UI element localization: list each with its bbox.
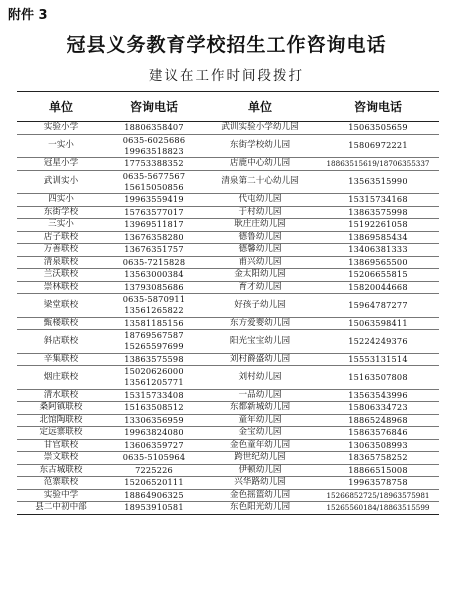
unit-name: 伊顿幼儿园 <box>203 464 317 477</box>
unit-phone <box>317 194 439 207</box>
table-header <box>17 92 439 122</box>
table-row <box>17 427 439 440</box>
unit-phone <box>105 281 203 294</box>
phone-number: 13306356959 <box>124 414 184 425</box>
unit-phone <box>105 427 203 440</box>
unit-name: 定远寨联校 <box>17 427 105 440</box>
phone-number: 13969511817 <box>124 219 184 230</box>
phone-number: 18864906325 <box>124 489 184 500</box>
unit-name: 四实小 <box>17 194 105 207</box>
unit-phone <box>317 366 439 390</box>
unit-name: 兴华路幼儿园 <box>203 477 317 490</box>
phone-number: 18769567587 <box>124 330 184 341</box>
phone-number: 15163508512 <box>124 402 184 413</box>
unit-phone <box>105 353 203 366</box>
unit-phone <box>317 219 439 232</box>
phone-number: 19963518823 <box>124 145 184 156</box>
unit-phone <box>317 317 439 330</box>
phone-number: 13676358280 <box>124 231 184 242</box>
phone-number: 19963559419 <box>124 194 184 205</box>
unit-name: 桑阿镇联校 <box>17 402 105 415</box>
unit-name: 东方爱婴幼儿园 <box>203 317 317 330</box>
table-row <box>17 402 439 415</box>
phone-number: 15315734168 <box>348 194 408 205</box>
table-row <box>17 170 439 194</box>
unit-name: 阳光宝宝幼儿园 <box>203 330 317 354</box>
unit-name: 冠星小学 <box>17 158 105 171</box>
unit-name: 清泉联校 <box>17 256 105 269</box>
unit-phone <box>317 158 439 171</box>
table-row <box>17 231 439 244</box>
table-row <box>17 134 439 158</box>
table-row <box>17 330 439 354</box>
unit-name: 东都新城幼儿园 <box>203 402 317 415</box>
unit-name: 店鹿中心幼儿园 <box>203 158 317 171</box>
phone-number: 0635-7215828 <box>122 256 186 267</box>
unit-phone <box>105 206 203 219</box>
unit-name: 崇文联校 <box>17 452 105 465</box>
unit-phone <box>317 281 439 294</box>
table-row <box>17 122 439 135</box>
phone-number: 15863576846 <box>348 427 408 438</box>
table-row <box>17 281 439 294</box>
header-phone-2: 咨询电话 <box>317 92 439 122</box>
unit-phone <box>105 414 203 427</box>
unit-name: 武训实小 <box>17 170 105 194</box>
table-row <box>17 439 439 452</box>
page-title: 冠县义务教育学校招生工作咨询电话 <box>66 34 387 56</box>
unit-phone <box>317 489 439 502</box>
phone-number: 13563515990 <box>348 176 408 187</box>
unit-name: 梁堂联校 <box>17 294 105 318</box>
unit-phone <box>105 452 203 465</box>
unit-name: 东色阳光幼儿园 <box>203 502 317 515</box>
unit-name: 跨世纪幼儿园 <box>203 452 317 465</box>
unit-name: 德馨幼儿园 <box>203 244 317 257</box>
phone-number: 15315733408 <box>124 389 184 400</box>
unit-phone <box>317 502 439 515</box>
unit-name: 金色童年幼儿园 <box>203 439 317 452</box>
phone-number: 15806972221 <box>348 140 408 151</box>
phone-number: 7225226 <box>135 464 173 475</box>
unit-name: 金太阳幼儿园 <box>203 269 317 282</box>
phone-number: 13793085686 <box>124 281 184 292</box>
table-row <box>17 206 439 219</box>
unit-phone <box>105 402 203 415</box>
unit-phone <box>105 269 203 282</box>
table-row <box>17 219 439 232</box>
unit-phone <box>105 122 203 135</box>
unit-phone <box>105 389 203 402</box>
table-row <box>17 502 439 515</box>
header-unit-1: 单位 <box>17 92 105 122</box>
unit-phone <box>317 439 439 452</box>
unit-phone <box>105 366 203 390</box>
unit-phone <box>105 464 203 477</box>
unit-phone <box>105 330 203 354</box>
phone-number: 15266852725/18963575981 <box>326 490 430 500</box>
unit-name: 金宝幼儿园 <box>203 427 317 440</box>
unit-name: 北馆陶联校 <box>17 414 105 427</box>
table-row <box>17 244 439 257</box>
phone-number: 18863515619/18706355337 <box>326 159 430 169</box>
phone-number: 13063508993 <box>348 439 408 450</box>
unit-name: 甄楼联校 <box>17 317 105 330</box>
phone-number: 0635-5677567 <box>122 170 186 181</box>
unit-phone <box>105 317 203 330</box>
table-row <box>17 194 439 207</box>
phone-number: 13676351757 <box>124 244 184 255</box>
unit-phone <box>105 294 203 318</box>
phone-number: 13863575598 <box>124 353 184 364</box>
header-phone-1: 咨询电话 <box>105 92 203 122</box>
unit-name: 清水联校 <box>17 389 105 402</box>
unit-phone <box>317 231 439 244</box>
phone-number: 15163507808 <box>348 371 408 382</box>
unit-name: 育才幼儿园 <box>203 281 317 294</box>
unit-name: 一品幼儿园 <box>203 389 317 402</box>
phone-number: 0635-5870911 <box>122 294 186 305</box>
unit-name: 东街学校 <box>17 206 105 219</box>
unit-name: 好孩子幼儿园 <box>203 294 317 318</box>
unit-phone <box>317 477 439 490</box>
unit-name: 实验中学 <box>17 489 105 502</box>
unit-phone <box>105 219 203 232</box>
phone-number: 15265597699 <box>124 341 184 352</box>
unit-name: 辛集联校 <box>17 353 105 366</box>
phone-number: 17753388352 <box>124 158 184 169</box>
unit-name: 童年幼儿园 <box>203 414 317 427</box>
unit-name: 刘村爵盛幼儿园 <box>203 353 317 366</box>
phone-number: 13581185156 <box>124 317 184 328</box>
table-row <box>17 317 439 330</box>
phone-number: 15063505659 <box>348 122 408 133</box>
unit-phone <box>105 502 203 515</box>
unit-phone <box>317 294 439 318</box>
unit-name: 刘村幼儿园 <box>203 366 317 390</box>
unit-name: 清泉第二十心幼儿园 <box>203 170 317 194</box>
unit-phone <box>105 244 203 257</box>
phone-number: 15206520111 <box>124 477 184 488</box>
unit-phone <box>317 206 439 219</box>
unit-phone <box>105 477 203 490</box>
phone-number: 15820044668 <box>348 281 408 292</box>
unit-name: 德鲁幼儿园 <box>203 231 317 244</box>
unit-phone <box>317 330 439 354</box>
unit-phone <box>105 256 203 269</box>
unit-name: 范寨联校 <box>17 477 105 490</box>
table-body <box>17 122 439 515</box>
unit-name: 万善联校 <box>17 244 105 257</box>
header-unit-2: 单位 <box>203 92 317 122</box>
phone-number: 18953910581 <box>124 502 184 513</box>
phone-number: 18865248968 <box>348 414 408 425</box>
unit-phone <box>317 414 439 427</box>
unit-phone <box>317 170 439 194</box>
table-row <box>17 256 439 269</box>
unit-phone <box>105 439 203 452</box>
phone-number: 15224249376 <box>348 335 408 346</box>
table-row <box>17 294 439 318</box>
unit-name: 金色摇篮幼儿园 <box>203 489 317 502</box>
unit-name: 店子联校 <box>17 231 105 244</box>
phone-number: 0635-5105964 <box>122 452 186 463</box>
unit-name: 兰沃联校 <box>17 269 105 282</box>
phone-number: 0635-6025686 <box>122 134 186 145</box>
table-row <box>17 389 439 402</box>
unit-name: 东街学校幼儿园 <box>203 134 317 158</box>
phone-number: 15964787277 <box>348 299 408 310</box>
phone-number: 18806358407 <box>124 122 184 133</box>
table-row <box>17 269 439 282</box>
unit-phone <box>317 353 439 366</box>
unit-name: 武训实验小学幼儿园 <box>203 122 317 135</box>
table-row <box>17 464 439 477</box>
unit-name: 三实小 <box>17 219 105 232</box>
unit-phone <box>105 489 203 502</box>
unit-name: 代屯幼儿园 <box>203 194 317 207</box>
phone-number: 15265560184/18863515599 <box>326 503 430 513</box>
unit-name: 县二中初中部 <box>17 502 105 515</box>
attachment-label: 附件 3 <box>8 8 48 23</box>
phone-number: 13606359727 <box>124 439 184 450</box>
table-row <box>17 353 439 366</box>
unit-name: 耿庄庄幼儿园 <box>203 219 317 232</box>
phone-number: 18365758252 <box>348 452 408 463</box>
unit-phone <box>317 452 439 465</box>
consultation-phone-table <box>17 91 439 515</box>
unit-phone <box>317 256 439 269</box>
phone-number: 15192261058 <box>348 219 408 230</box>
phone-number: 13561265822 <box>124 305 184 316</box>
unit-phone <box>105 170 203 194</box>
unit-name: 实验小学 <box>17 122 105 135</box>
phone-number: 15615050856 <box>124 181 184 192</box>
unit-name: 东古城联校 <box>17 464 105 477</box>
phone-number: 15806334723 <box>348 402 408 413</box>
unit-name: 一实小 <box>17 134 105 158</box>
unit-phone <box>317 122 439 135</box>
unit-name: 甫兴幼儿园 <box>203 256 317 269</box>
unit-phone <box>317 134 439 158</box>
unit-phone <box>105 134 203 158</box>
table-row <box>17 477 439 490</box>
table-row <box>17 414 439 427</box>
unit-phone <box>317 402 439 415</box>
phone-number: 13869585434 <box>348 231 408 242</box>
phone-number: 15553131514 <box>348 353 408 364</box>
page-subtitle: 建议在工作时间段拨打 <box>149 68 304 84</box>
unit-name: 甘官联校 <box>17 439 105 452</box>
phone-number: 13863575998 <box>348 206 408 217</box>
phone-number: 13869565500 <box>348 256 408 267</box>
unit-phone <box>105 231 203 244</box>
phone-number: 15206655815 <box>348 269 408 280</box>
phone-number: 13563000384 <box>124 269 184 280</box>
phone-number: 19963824080 <box>124 427 184 438</box>
unit-phone <box>105 158 203 171</box>
phone-number: 15763577017 <box>124 206 184 217</box>
table-row <box>17 158 439 171</box>
unit-phone <box>105 194 203 207</box>
table-row <box>17 489 439 502</box>
unit-phone <box>317 464 439 477</box>
table-row <box>17 366 439 390</box>
phone-number: 13563543996 <box>348 389 408 400</box>
unit-phone <box>317 389 439 402</box>
unit-name: 崇林联校 <box>17 281 105 294</box>
phone-number: 15063598411 <box>348 317 408 328</box>
unit-phone <box>317 269 439 282</box>
phone-number: 13406381333 <box>348 244 408 255</box>
unit-name: 烟庄联校 <box>17 366 105 390</box>
phone-number: 18866515008 <box>348 464 408 475</box>
phone-number: 15020626000 <box>124 366 184 377</box>
phone-number: 19963578758 <box>348 477 408 488</box>
table-row <box>17 452 439 465</box>
phone-number: 13561205771 <box>124 377 184 388</box>
unit-phone <box>317 244 439 257</box>
unit-name: 于村幼儿园 <box>203 206 317 219</box>
unit-name: 斜店联校 <box>17 330 105 354</box>
unit-phone <box>317 427 439 440</box>
